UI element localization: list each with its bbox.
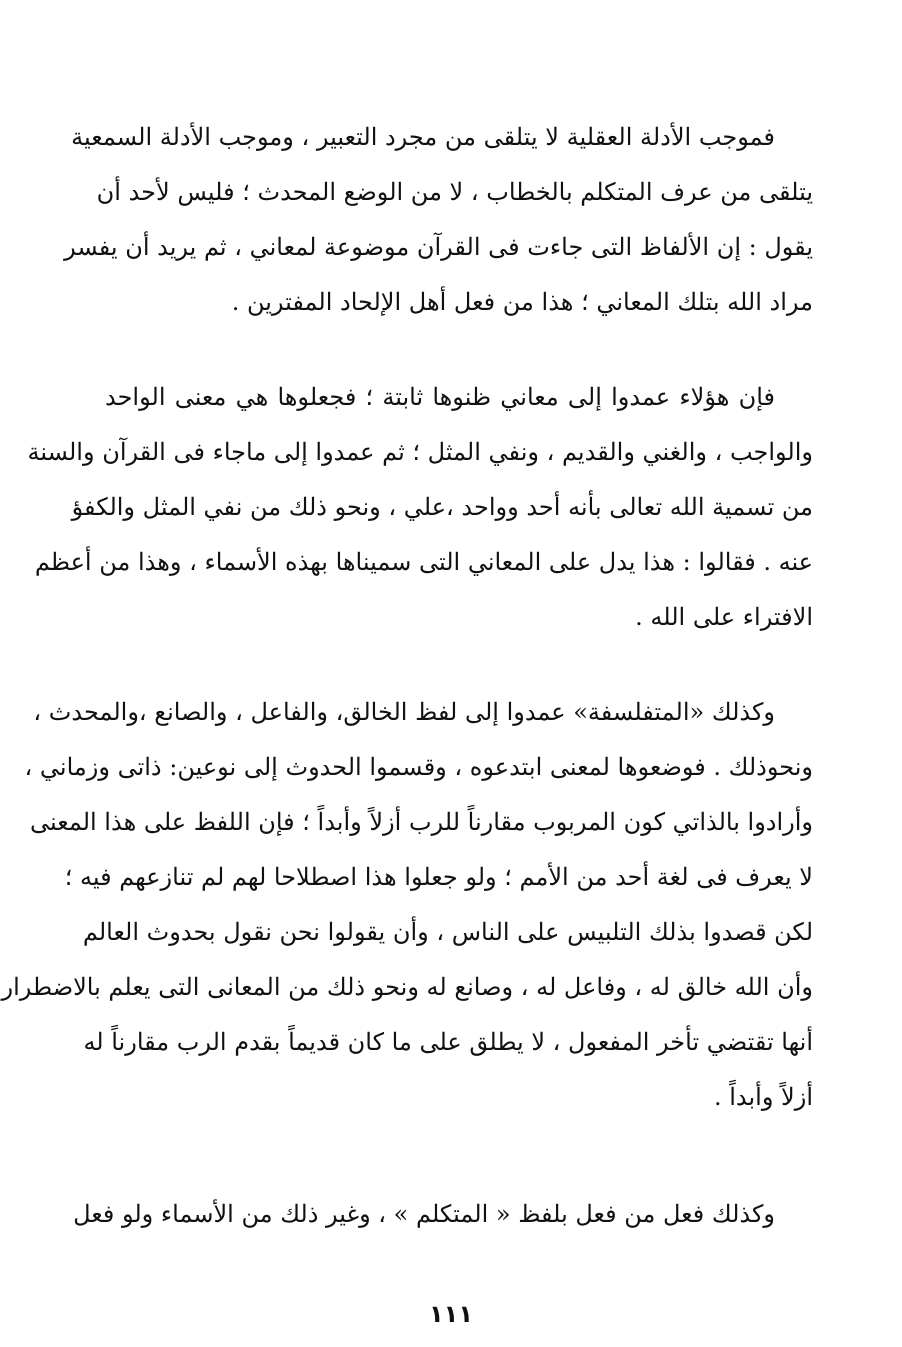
paragraph-line: لا يعرف فى لغة أحد من الأمم ؛ ولو جعلوا هذا اصطلاحا لهم لم تنازعهم فيه ؛ [64,863,813,891]
paragraph-line: أزلاً وأبداً . [713,1083,813,1111]
paragraph-line: وأن الله خالق له ، وفاعل له ، وصانع له ونحو ذلك من المعانى التى يعلم بالاضطرار [1,973,813,1001]
paragraph-line: وأرادوا بالذاتي كون المربوب مقارناً للرب أزلاً وأبداً ؛ فإن اللفظ على هذا المعنى [30,808,813,836]
paragraph-line: مراد الله بتلك المعاني ؛ هذا من فعل أهل الإلحاد المفترين . [231,288,813,316]
paragraph-1 [64,110,813,330]
paragraph-line: والواجب ، والغني والقديم ، ونفي المثل ؛ ثم عمدوا إلى ماجاء فى القرآن والسنة [27,438,813,466]
page-number: ١١١ [429,1300,473,1328]
paragraph-line: وكذلك «المتفلسفة» عمدوا إلى لفظ الخالق، والفاعل ، والصانع ،والمحدث ، [33,698,775,726]
paragraph-3 [1,685,813,1125]
paragraph-line: الافتراء على الله . [635,603,813,631]
paragraph-line: من تسمية الله تعالى بأنه أحد وواحد ،علي ، ونحو ذلك من نفي المثل والكفؤ [71,493,813,521]
paragraph-line: فإن هؤلاء عمدوا إلى معاني ظنوها ثابتة ؛ فجعلوها هي معنى الواحد [105,383,775,411]
paragraph-line: وكذلك فعل من فعل بلفظ « المتكلم » ، وغير ذلك من الأسماء ولو فعل [73,1200,775,1228]
paragraph-line: يتلقى من عرف المتكلم بالخطاب ، لا من الوضع المحدث ؛ فليس لأحد أن [96,178,813,206]
paragraph-4 [73,1187,813,1242]
paragraph-line: ونحوذلك . فوضعوها لمعنى ابتدعوه ، وقسموا الحدوث إلى نوعين: ذاتى وزماني ، [24,753,813,781]
paragraph-line: فموجب الأدلة العقلية لا يتلقى من مجرد التعبير ، وموجب الأدلة السمعية [71,123,775,151]
paragraph-line: يقول : إن الألفاظ التى جاءت فى القرآن موضوعة لمعاني ، ثم يريد أن يفسر [64,233,813,261]
paragraph-line: أنها تقتضي تأخر المفعول ، لا يطلق على ما كان قديماً بقدم الرب مقارناً له [83,1028,813,1056]
paragraph-line: عنه . فقالوا : هذا يدل على المعاني التى سميناها بهذه الأسماء ، وهذا من أعظم [34,548,813,576]
paragraph-2 [27,370,813,645]
paragraph-line: لكن قصدوا بذلك التلبيس على الناس ، وأن يقولوا نحن نقول بحدوث العالم [82,918,813,946]
